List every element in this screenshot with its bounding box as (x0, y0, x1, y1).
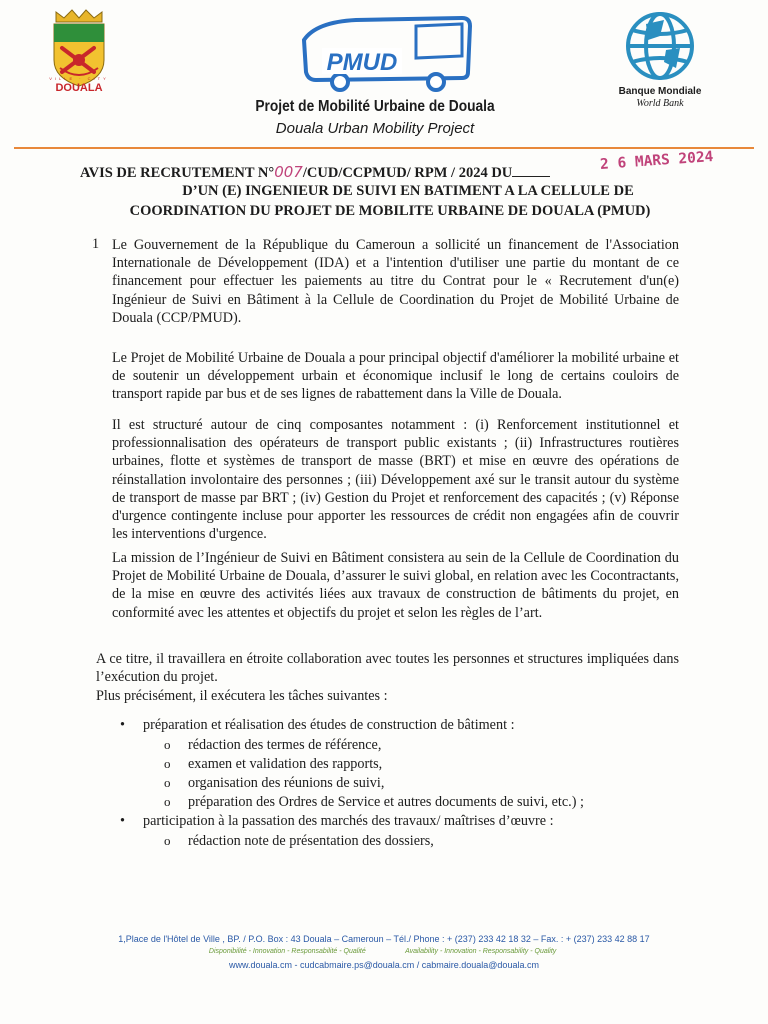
city-motto-text: VILLE · CITY (49, 76, 109, 81)
footer-contacts: www.douala.cm - cudcabmaire.ps@douala.cm / cabmaire.douala@douala.cm (229, 960, 539, 970)
pmud-logo-text: PMUD (326, 49, 398, 76)
world-bank-globe-icon (616, 10, 704, 82)
bullet-dot-icon: • (120, 813, 125, 829)
project-subtitle: Douala Urban Mobility Project (275, 120, 475, 137)
subtask-item: rédaction note de présentation des dossiers, (188, 833, 434, 849)
circle-bullet-icon: o (164, 737, 171, 752)
circle-bullet-icon: o (164, 833, 171, 848)
bullet-dot-icon: • (120, 717, 125, 733)
notice-title-line-2: D’UN (E) INGENIEUR DE SUIVI EN BATIMENT A LA CELLULE DE (182, 183, 634, 199)
notice-number-handwritten: 007 (274, 163, 303, 181)
subtask-item: organisation des réunions de suivi, (188, 775, 385, 791)
circle-bullet-icon: o (164, 775, 171, 790)
footer-values-english: Availability - Innovation - Responsability - Quality (405, 948, 557, 955)
subtask-item: rédaction des termes de référence, (188, 737, 382, 753)
project-title: Projet de Mobilité Urbaine de Douala (255, 98, 495, 115)
city-name-label: DOUALA (55, 82, 103, 94)
circle-bullet-icon: o (164, 794, 171, 809)
footer-values-french: Disponibilité - Innovation - Responsabilité - Qualité (208, 948, 366, 955)
header-divider (14, 147, 754, 149)
world-bank-english-name: World Bank (636, 98, 684, 109)
world-bank-french-name: Banque Mondiale (618, 86, 702, 97)
notice-reference: /CUD/CCPMUD/ RPM / 2024 DU (302, 165, 513, 181)
paragraph-collaboration: A ce titre, il travaillera en étroite collaboration avec toutes les personnes et structures impliquées dans l’exécution du projet. (96, 651, 679, 686)
paragraph-components: Il est structuré autour de cinq composantes notamment : (i) Renforcement institutionnel et professionnalisation des opérateurs de transport public existants ; (ii) Infrastructures routières urbaines, flotte et systèmes de transport de masse (BRT) et mise en œuvre des opérations de réinstallation involontaire des personnes ; (iii) Développement axé sur le transit autour du système de transport de masse par BRT ; (iv) Gestion du Projet et renforcement des capacités ; (v) Réponse d'urgence contingente incluse pour apporter les ressources de crédit non engagées afin de couvrir les interventions d'urgence. (112, 417, 679, 543)
paragraph-number: 1 (92, 236, 100, 252)
footer-values (0, 948, 768, 955)
subtask-item: examen et validation des rapports, (188, 756, 383, 772)
paragraph-tasks-intro: Plus précisément, il exécutera les tâches suivantes : (96, 688, 388, 704)
footer-address: 1,Place de l'Hôtel de Ville , BP. / P.O. Box : 43 Douala – Cameroun – Tél./ Phone : + (237) 233 42 18 32 – Fax. : + (237) 233 42 88 17 (118, 934, 650, 944)
subtask-item: préparation des Ordres de Service et autres documents de suivi, etc.) ; (188, 794, 584, 810)
notice-title-line-3: COORDINATION DU PROJET DE MOBILITE URBAINE DE DOUALA (PMUD) (129, 203, 651, 219)
task-bullet-procurement: participation à la passation des marchés des travaux/ maîtrises d’œuvre : (143, 813, 554, 829)
pmud-bus-logo-icon (286, 12, 486, 96)
paragraph-mission: La mission de l’Ingénieur de Suivi en Bâtiment consistera au sein de la Cellule de Coordination du Projet de Mobilité Urbaine de Douala, d’assurer le suivi global, en relation avec les Cocontractants, de la mise en œuvre des activités liées aux travaux de construction de bâtiments du projet, en conformité avec les attentes et objectifs du projet et selon les règles de l’art. (112, 550, 679, 621)
paragraph-financing: Le Gouvernement de la République du Cameroun a sollicité un financement de l'Association Internationale de Développement (IDA) et a l'intention d'utiliser une partie du montant de ce financement pour effectuer les paiements au titre du Contrat pour le « Recrutement d'un(e) Ingénieur de Suivi en Bâtiment à la Cellule de Coordination du Projet de Mobilité Urbaine de Douala (CCP/PMUD). (112, 237, 679, 326)
notice-prefix: AVIS DE RECRUTEMENT N° (80, 165, 275, 181)
paragraph-objective: Le Projet de Mobilité Urbaine de Douala a pour principal objectif d'améliorer la mobilité urbaine et de soutenir un développement urbain et économique inclusif le long de certains couloirs de transport rapide par bus et de ses lignes de rabattement dans la Ville de Douala. (112, 350, 679, 403)
circle-bullet-icon: o (164, 756, 171, 771)
task-bullet-studies: préparation et réalisation des études de construction de bâtiment : (143, 717, 515, 733)
date-stamp: 2 6 MARS 2024 (599, 149, 714, 173)
date-blank-line (512, 175, 550, 177)
